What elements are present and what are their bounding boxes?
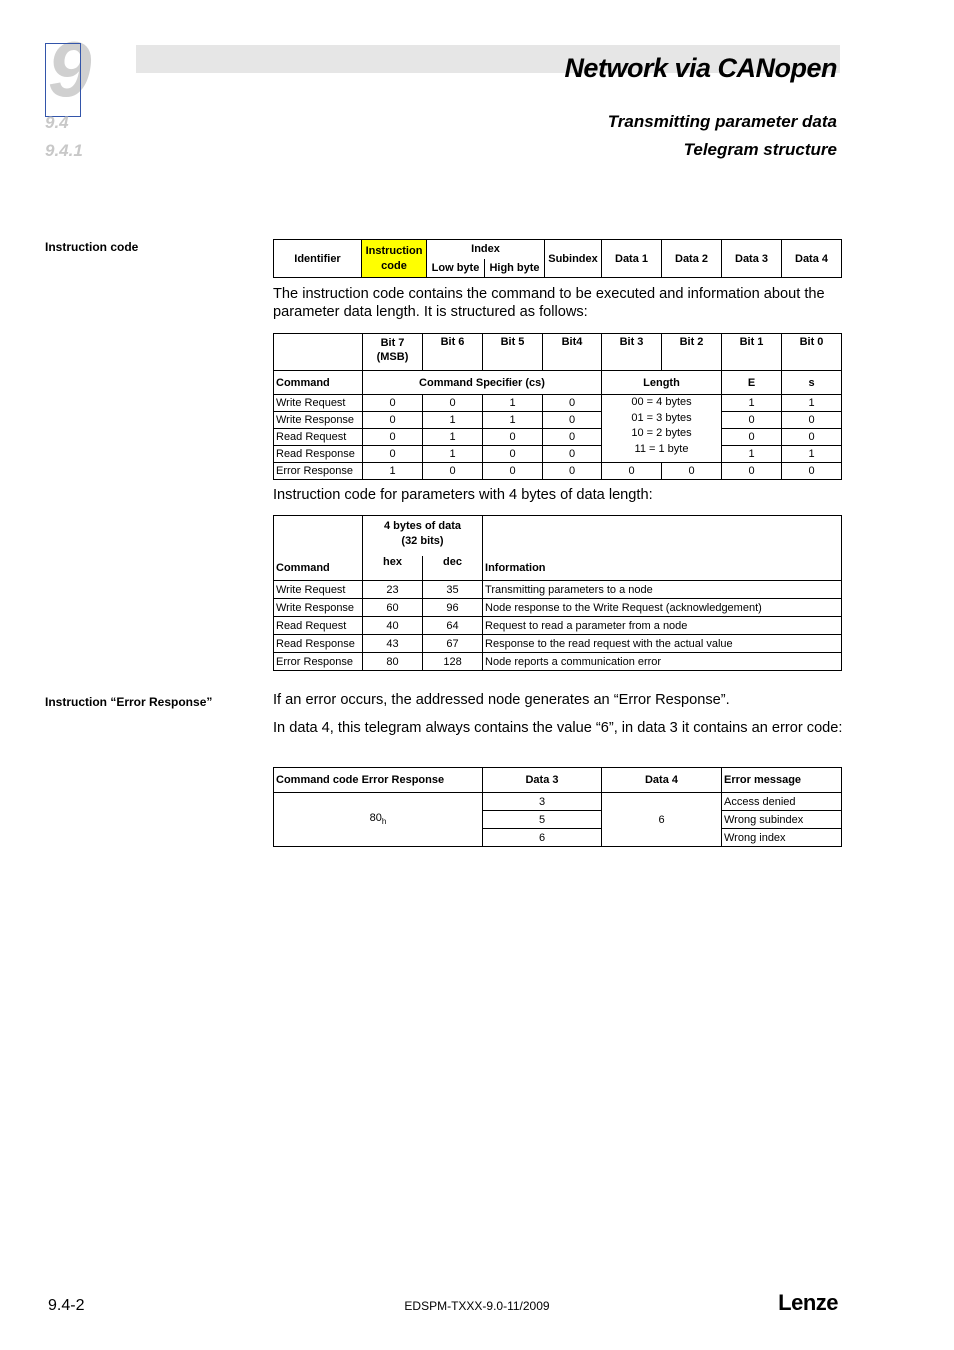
cs-bit: 0 <box>543 463 602 480</box>
code-information-header: Information <box>483 516 842 581</box>
row-dec: 35 <box>423 581 483 599</box>
telegram-subindex: Subindex <box>545 240 602 278</box>
telegram-instruction-code: Instruction code <box>362 240 427 278</box>
telegram-data1: Data 1 <box>602 240 662 278</box>
row-data3: 3 <box>483 793 602 811</box>
e-bit: 0 <box>722 429 782 446</box>
error-response-table <box>273 767 842 847</box>
cs-bit: 0 <box>543 446 602 463</box>
row-hex: 43 <box>363 635 423 653</box>
chapter-marker <box>45 43 81 117</box>
row-hex: 23 <box>363 581 423 599</box>
page-number: 9.4-2 <box>48 1297 85 1314</box>
telegram-structure-table <box>273 239 842 278</box>
instruction-code-table <box>273 515 842 671</box>
cs-bit: 0 <box>363 412 423 429</box>
row-command: Write Request <box>274 395 363 412</box>
bit-length-label: Length <box>602 371 722 395</box>
row-info: Node reports a communication error <box>483 653 842 671</box>
e-bit: 1 <box>722 395 782 412</box>
s-bit: 0 <box>782 463 842 480</box>
length-value: 11 = 1 byte <box>634 442 689 455</box>
table-row <box>274 463 842 480</box>
section-number: 9.4 <box>45 113 69 132</box>
error-code-subscript: h <box>381 817 387 827</box>
cs-bit: 0 <box>423 395 483 412</box>
bit-command-specifier: Command Specifier (cs) <box>363 371 602 395</box>
code-command-header: Command <box>274 516 363 581</box>
subsection-title: Telegram structure <box>683 140 837 159</box>
s-bit: 1 <box>782 395 842 412</box>
bit-s-label: s <box>782 371 842 395</box>
cs-bit: 0 <box>483 463 543 480</box>
row-dec: 67 <box>423 635 483 653</box>
paragraph-error-occurs: If an error occurs, the addressed node generates an “Error Response”. <box>273 692 730 708</box>
length-values <box>602 395 722 463</box>
row-command: Write Request <box>274 581 363 599</box>
row-dec: 96 <box>423 599 483 617</box>
bit-header: Bit4 <box>543 334 602 371</box>
length-bit: 0 <box>662 463 722 480</box>
bit-header: Bit 2 <box>662 334 722 371</box>
telegram-data2: Data 2 <box>662 240 722 278</box>
e-bit: 1 <box>722 446 782 463</box>
row-data3: 6 <box>483 829 602 847</box>
s-bit: 1 <box>782 446 842 463</box>
table-row <box>274 793 842 811</box>
side-label-error-response: Instruction “Error Response” <box>45 695 213 709</box>
row-dec: 64 <box>423 617 483 635</box>
row-info: Request to read a parameter from a node <box>483 617 842 635</box>
cs-bit: 1 <box>423 446 483 463</box>
cs-bit: 0 <box>363 395 423 412</box>
e-bit: 0 <box>722 412 782 429</box>
telegram-data3: Data 3 <box>722 240 782 278</box>
row-hex: 80 <box>363 653 423 671</box>
cs-bit: 0 <box>483 446 543 463</box>
telegram-low-byte: Low byte <box>427 259 485 278</box>
row-command: Write Response <box>274 412 363 429</box>
row-command: Error Response <box>274 653 363 671</box>
cs-bit: 1 <box>483 395 543 412</box>
row-command: Write Response <box>274 599 363 617</box>
length-value: 01 = 3 bytes <box>631 411 692 424</box>
table-row <box>274 429 842 446</box>
bit-header: Bit 6 <box>423 334 483 371</box>
code-dec-header: dec <box>422 556 482 580</box>
paragraph-instruction-code: The instruction code contains the command to be executed and information about the parameter data length. It is structured as follows: <box>273 286 825 320</box>
document-code: EDSPM-TXXX-9.0-11/2009 <box>404 1299 550 1313</box>
cs-bit: 0 <box>363 446 423 463</box>
telegram-data4: Data 4 <box>782 240 842 278</box>
length-bit: 0 <box>602 463 662 480</box>
bit-header: Bit 1 <box>722 334 782 371</box>
section-title: Transmitting parameter data <box>607 112 837 131</box>
table-row <box>274 599 842 617</box>
table-row <box>274 653 842 671</box>
row-error-message: Wrong index <box>722 829 842 847</box>
telegram-identifier: Identifier <box>274 240 362 278</box>
bit-header: Bit 7 (MSB) <box>363 334 423 371</box>
bit-structure-table <box>273 333 842 480</box>
subsection-number: 9.4.1 <box>45 141 83 160</box>
cs-bit: 0 <box>483 429 543 446</box>
cs-bit: 1 <box>363 463 423 480</box>
row-command: Read Request <box>274 617 363 635</box>
error-col-command: Command code Error Response <box>274 768 483 793</box>
error-command-code <box>274 793 483 847</box>
s-bit: 0 <box>782 429 842 446</box>
error-col-message: Error message <box>722 768 842 793</box>
row-command: Read Request <box>274 429 363 446</box>
row-command: Read Response <box>274 446 363 463</box>
paragraph-data4-value: In data 4, this telegram always contains the value “6”, in data 3 it contains an error code: <box>273 720 843 736</box>
paragraph-4-bytes: Instruction code for parameters with 4 bytes of data length: <box>273 487 653 503</box>
table-row <box>274 617 842 635</box>
length-value: 10 = 2 bytes <box>631 427 692 439</box>
error-data4-value: 6 <box>602 793 722 847</box>
cs-bit: 1 <box>423 412 483 429</box>
code-bytes-header-cell <box>363 516 483 581</box>
bit-command-label: Command <box>274 371 363 395</box>
lenze-logo: Lenze <box>778 1290 838 1315</box>
side-label-instruction-code: Instruction code <box>45 240 139 254</box>
chapter-number: 9 <box>48 25 92 113</box>
s-bit: 0 <box>782 412 842 429</box>
error-code-value: 80 <box>369 812 382 825</box>
table-row <box>274 395 842 412</box>
table-row <box>274 635 842 653</box>
e-bit: 0 <box>722 463 782 480</box>
cs-bit: 0 <box>363 429 423 446</box>
row-info: Node response to the Write Request (acknowledgement) <box>483 599 842 617</box>
length-value: 00 = 4 bytes <box>631 396 692 408</box>
telegram-index: Index <box>427 240 545 259</box>
row-hex: 40 <box>363 617 423 635</box>
row-dec: 128 <box>423 653 483 671</box>
bit-header-empty <box>274 334 363 371</box>
cs-bit: 0 <box>543 395 602 412</box>
code-bytes-header: 4 bytes of data (32 bits) <box>383 520 462 547</box>
chapter-title: Network via CANopen <box>564 53 837 83</box>
error-col-data3: Data 3 <box>483 768 602 793</box>
bit-header: Bit 5 <box>483 334 543 371</box>
row-command: Error Response <box>274 463 363 480</box>
row-hex: 60 <box>363 599 423 617</box>
row-command: Read Response <box>274 635 363 653</box>
row-error-message: Wrong subindex <box>722 811 842 829</box>
row-info: Response to the read request with the actual value <box>483 635 842 653</box>
error-col-data4: Data 4 <box>602 768 722 793</box>
table-row <box>274 412 842 429</box>
bit-header: Bit 3 <box>602 334 662 371</box>
table-row <box>274 446 842 463</box>
cs-bit: 1 <box>483 412 543 429</box>
table-row <box>274 581 842 599</box>
row-data3: 5 <box>483 811 602 829</box>
bit-e-label: E <box>722 371 782 395</box>
row-error-message: Access denied <box>722 793 842 811</box>
cs-bit: 0 <box>423 463 483 480</box>
cs-bit: 0 <box>543 412 602 429</box>
cs-bit: 0 <box>543 429 602 446</box>
bit-header: Bit 0 <box>782 334 842 371</box>
code-hex-header: hex <box>383 556 402 568</box>
telegram-high-byte: High byte <box>485 259 545 278</box>
cs-bit: 1 <box>423 429 483 446</box>
row-info: Transmitting parameters to a node <box>483 581 842 599</box>
